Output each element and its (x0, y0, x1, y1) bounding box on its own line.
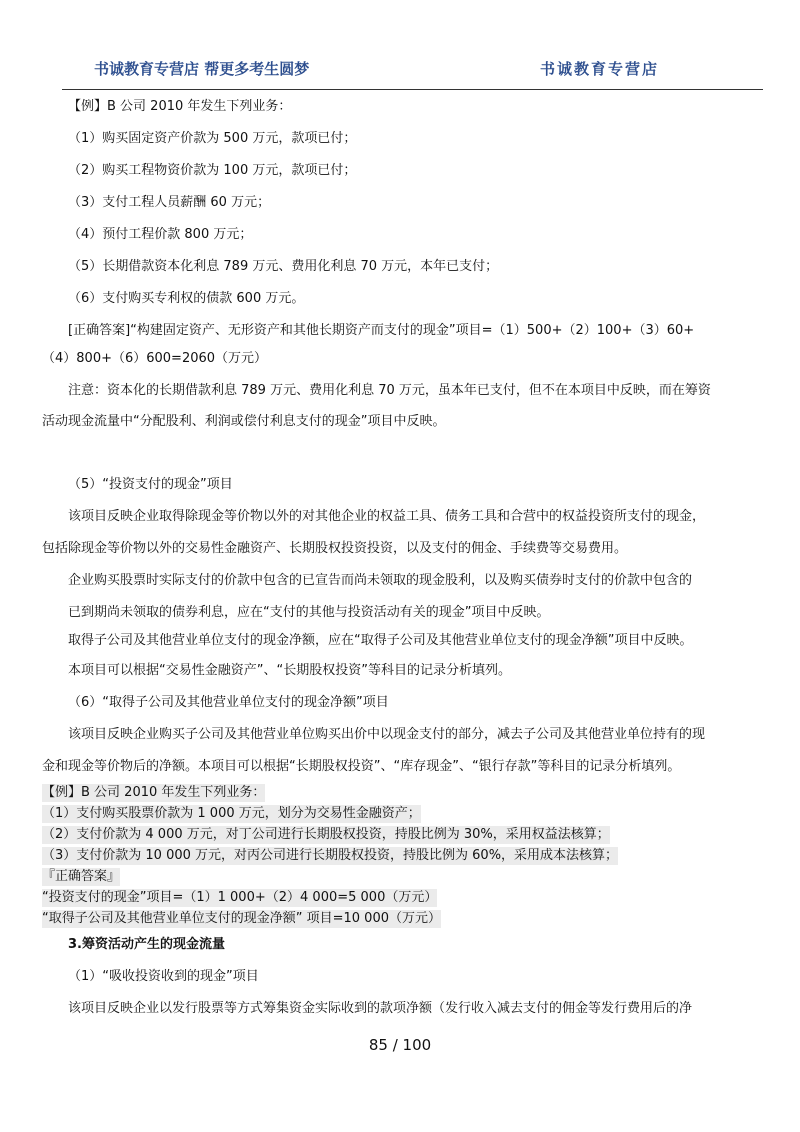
example2-answer-1: “投资支付的现金”项目=（1）1 000+（2）4 000=5 000（万元） (42, 890, 438, 905)
example2-item-2: （2）支付价款为 4 000 万元，对丁公司进行长期股权投资，持股比例为 30%，采用权益法核算； (42, 827, 610, 842)
section6-p1-line-2: 金和现金等价物后的净额。本项目可以根据“长期股权投资”、“库存现金”、“银行存款”等科目的记录分析填列。 (42, 759, 681, 774)
example2-title: 【例】B 公司 2010 年发生下列业务： (42, 785, 266, 800)
example1-item-3: （3）支付工程人员薪酬 60 万元； (68, 195, 271, 210)
example2-item-1: （1）支付购买股票价款为 1 000 万元，划分为交易性金融资产； (42, 806, 421, 821)
section6-p1-line-1: 该项目反映企业购买子公司及其他营业单位购买出价中以现金支付的部分，减去子公司及其他营业单位持有的现 (68, 727, 706, 742)
header-store-slogan: 书诚教育专营店 帮更多考生圆梦 (94, 60, 310, 78)
section5-p2-line-1: 企业购买股票时实际支付的价款中包含的已宣告而尚未领取的现金股利，以及购买债券时支付的价款中包含的 (68, 573, 693, 588)
example1-item-4: （4）预付工程价款 800 万元； (68, 227, 253, 242)
section5-heading: （5）“投资支付的现金”项目 (68, 477, 233, 492)
example1-note-line-2: 活动现金流量中“分配股利、利润或偿付利息支付的现金”项目中反映。 (42, 414, 446, 429)
example2-item-3: （3）支付价款为 10 000 万元，对丙公司进行长期股权投资，持股比例为 60%，采用成本法核算； (42, 848, 619, 863)
example2-answer-2: “取得子公司及其他营业单位支付的现金净额” 项目=10 000（万元） (42, 911, 441, 926)
section5-p1-line-2: 包括除现金等价物以外的交易性金融资产、长期股权投资投资，以及支付的佣金、手续费等交易费用。 (42, 541, 628, 556)
example1-answer-line-1: [正确答案]“构建固定资产、无形资产和其他长期资产而支付的现金”项目=（1）500+（2）100+（3）60+ (68, 323, 695, 338)
example2-answer-label: 『正确答案』 (42, 869, 121, 884)
financing-heading: 3.筹资活动产生的现金流量 (68, 937, 225, 952)
example1-item-2: （2）购买工程物资价款为 100 万元，款项已付； (68, 163, 357, 178)
section6-heading: （6）“取得子公司及其他营业单位支付的现金净额”项目 (68, 695, 389, 710)
header-divider (62, 89, 763, 90)
example1-item-5: （5）长期借款资本化利息 789 万元、费用化利息 70 万元，本年已支付； (68, 259, 499, 274)
example1-answer-line-2: （4）800+（6）600=2060（万元） (42, 351, 268, 366)
example1-item-6: （6）支付购买专利权的债款 600 万元。 (68, 291, 305, 306)
section5-p4: 本项目可以根据“交易性金融资产”、“长期股权投资”等科目的记录分析填列。 (68, 663, 511, 678)
page-number: 85 / 100 (368, 1036, 432, 1054)
example1-note-line-1: 注意：资本化的长期借款利息 789 万元、费用化利息 70 万元，虽本年已支付，但不在本项目中反映，而在筹资 (68, 383, 711, 398)
section5-p3: 取得子公司及其他营业单位支付的现金净额，应在“取得子公司及其他营业单位支付的现金净额”项目中反映。 (68, 633, 693, 648)
section5-p1-line-1: 该项目反映企业取得除现金等价物以外的对其他企业的权益工具、债务工具和合营中的权益投资所支付的现金， (68, 509, 706, 524)
financing-p1-line-1: 该项目反映企业以发行股票等方式筹集资金实际收到的款项净额（发行收入减去支付的佣金等发行费用后的净 (68, 1001, 693, 1016)
section5-p2-line-2: 已到期尚未领取的债券利息，应在“支付的其他与投资活动有关的现金”项目中反映。 (68, 605, 550, 620)
example1-item-1: （1）购买固定资产价款为 500 万元，款项已付； (68, 131, 357, 146)
example1-title: 【例】B 公司 2010 年发生下列业务： (68, 99, 292, 114)
header-store-name: 书诚教育专营店 (540, 60, 660, 78)
financing-sub-heading: （1）“吸收投资收到的现金”项目 (68, 969, 259, 984)
